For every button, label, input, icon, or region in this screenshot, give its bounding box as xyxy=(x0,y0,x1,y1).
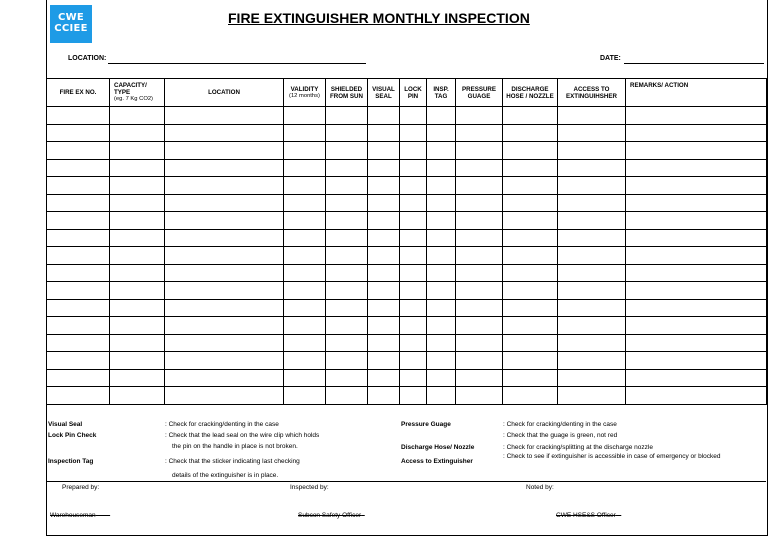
table-row xyxy=(47,124,767,142)
table-cell[interactable] xyxy=(368,194,400,212)
table-cell[interactable] xyxy=(503,159,558,177)
table-cell[interactable] xyxy=(165,177,284,195)
table-cell[interactable] xyxy=(558,317,626,335)
logo-line-1: CWE xyxy=(57,12,85,23)
table-cell[interactable] xyxy=(368,107,400,125)
table-cell[interactable] xyxy=(427,229,456,247)
table-cell[interactable] xyxy=(284,177,326,195)
table-cell[interactable] xyxy=(326,247,368,265)
table-cell[interactable] xyxy=(368,142,400,160)
table-cell[interactable] xyxy=(110,387,165,405)
table-cell[interactable] xyxy=(284,282,326,300)
table-cell[interactable] xyxy=(626,212,767,230)
table-cell[interactable] xyxy=(400,177,427,195)
table-cell[interactable] xyxy=(427,107,456,125)
table-cell[interactable] xyxy=(368,282,400,300)
table-cell[interactable] xyxy=(626,282,767,300)
date-field[interactable] xyxy=(624,63,764,64)
prepared-by-label: Prepared by: xyxy=(62,484,100,491)
table-cell[interactable] xyxy=(626,299,767,317)
column-header xyxy=(165,79,284,107)
column-header-label: REMARKS/ ACTION xyxy=(630,82,689,89)
table-cell[interactable] xyxy=(165,387,284,405)
table-cell[interactable] xyxy=(503,282,558,300)
warehouseman-label: Warehouseman xyxy=(50,512,96,519)
table-cell[interactable] xyxy=(284,247,326,265)
table-cell[interactable] xyxy=(503,142,558,160)
table-cell[interactable] xyxy=(558,334,626,352)
column-header xyxy=(368,79,400,107)
table-cell[interactable] xyxy=(47,264,110,282)
table-cell[interactable] xyxy=(110,247,165,265)
warehouseman-signature[interactable] xyxy=(50,512,110,519)
table-cell[interactable] xyxy=(456,124,503,142)
table-cell[interactable] xyxy=(326,387,368,405)
table-cell[interactable] xyxy=(626,387,767,405)
table-cell[interactable] xyxy=(503,107,558,125)
table-cell[interactable] xyxy=(165,212,284,230)
table-cell[interactable] xyxy=(47,282,110,300)
table-cell[interactable] xyxy=(626,264,767,282)
column-header xyxy=(284,79,326,107)
column-header xyxy=(558,79,626,107)
table-cell[interactable] xyxy=(47,229,110,247)
table-cell[interactable] xyxy=(165,107,284,125)
table-body xyxy=(47,107,767,405)
hse-signature[interactable] xyxy=(556,512,621,519)
table-cell[interactable] xyxy=(326,264,368,282)
table-cell[interactable] xyxy=(284,107,326,125)
table-cell[interactable] xyxy=(456,247,503,265)
table-cell[interactable] xyxy=(47,387,110,405)
insp-tag-label: Inspection Tag xyxy=(48,458,94,465)
table-cell[interactable] xyxy=(626,107,767,125)
table-row xyxy=(47,299,767,317)
table-cell[interactable] xyxy=(326,299,368,317)
noted-by-label: Noted by: xyxy=(526,484,554,491)
table-cell[interactable] xyxy=(427,317,456,335)
table-cell[interactable] xyxy=(400,299,427,317)
table-cell[interactable] xyxy=(326,282,368,300)
table-cell[interactable] xyxy=(47,142,110,160)
table-cell[interactable] xyxy=(456,282,503,300)
table-cell[interactable] xyxy=(456,159,503,177)
table-cell[interactable] xyxy=(456,177,503,195)
table-cell[interactable] xyxy=(427,352,456,370)
lock-pin-label: Lock Pin Check xyxy=(48,432,97,439)
table-cell[interactable] xyxy=(47,177,110,195)
table-cell[interactable] xyxy=(165,264,284,282)
table-cell[interactable] xyxy=(558,142,626,160)
table-cell[interactable] xyxy=(503,299,558,317)
table-cell[interactable] xyxy=(427,282,456,300)
table-cell[interactable] xyxy=(626,317,767,335)
table-cell[interactable] xyxy=(110,334,165,352)
table-cell[interactable] xyxy=(427,177,456,195)
visual-seal-label: Visual Seal xyxy=(48,421,83,428)
location-label: LOCATION: xyxy=(68,55,107,62)
table-row xyxy=(47,194,767,212)
table-cell[interactable] xyxy=(503,352,558,370)
table-cell[interactable] xyxy=(284,352,326,370)
table-cell[interactable] xyxy=(427,247,456,265)
table-cell[interactable] xyxy=(456,369,503,387)
table-cell[interactable] xyxy=(400,107,427,125)
table-cell[interactable] xyxy=(626,334,767,352)
column-header-label: VALIDITY xyxy=(290,85,319,93)
table-cell[interactable] xyxy=(456,107,503,125)
company-logo xyxy=(50,5,92,43)
table-cell[interactable] xyxy=(110,212,165,230)
table-row xyxy=(47,177,767,195)
table-cell[interactable] xyxy=(284,369,326,387)
table-cell[interactable] xyxy=(110,107,165,125)
table-cell[interactable] xyxy=(368,247,400,265)
table-row xyxy=(47,107,767,125)
table-cell[interactable] xyxy=(47,369,110,387)
table-cell[interactable] xyxy=(368,334,400,352)
table-cell[interactable] xyxy=(326,177,368,195)
table-cell[interactable] xyxy=(558,387,626,405)
table-cell[interactable] xyxy=(558,299,626,317)
table-cell[interactable] xyxy=(427,124,456,142)
logo-line-2: CCIEE xyxy=(54,23,88,34)
table-cell[interactable] xyxy=(558,247,626,265)
table-cell[interactable] xyxy=(368,299,400,317)
table-cell[interactable] xyxy=(427,264,456,282)
table-cell[interactable] xyxy=(456,142,503,160)
pressure-label: Pressure Guage xyxy=(401,421,451,428)
table-cell[interactable] xyxy=(427,369,456,387)
table-cell[interactable] xyxy=(110,177,165,195)
table-cell[interactable] xyxy=(284,142,326,160)
table-cell[interactable] xyxy=(110,194,165,212)
table-cell[interactable] xyxy=(284,317,326,335)
table-cell[interactable] xyxy=(400,264,427,282)
table-row xyxy=(47,159,767,177)
table-row xyxy=(47,317,767,335)
lock-pin-text: : Check that the lead seal on the wire clip which holds xyxy=(165,432,320,439)
table-cell[interactable] xyxy=(427,159,456,177)
table-cell[interactable] xyxy=(558,159,626,177)
table-cell[interactable] xyxy=(400,229,427,247)
table-cell[interactable] xyxy=(368,229,400,247)
table-cell[interactable] xyxy=(47,334,110,352)
table-cell[interactable] xyxy=(626,247,767,265)
table-cell[interactable] xyxy=(558,229,626,247)
table-cell[interactable] xyxy=(503,334,558,352)
table-cell[interactable] xyxy=(456,334,503,352)
table-cell[interactable] xyxy=(47,317,110,335)
table-cell[interactable] xyxy=(427,142,456,160)
table-cell[interactable] xyxy=(326,369,368,387)
table-cell[interactable] xyxy=(110,369,165,387)
table-cell[interactable] xyxy=(400,369,427,387)
table-cell[interactable] xyxy=(558,369,626,387)
table-cell[interactable] xyxy=(47,299,110,317)
date-label: DATE: xyxy=(600,55,621,62)
table-cell[interactable] xyxy=(326,124,368,142)
table-cell[interactable] xyxy=(400,352,427,370)
table-cell[interactable] xyxy=(558,352,626,370)
table-cell[interactable] xyxy=(503,264,558,282)
column-header-label: SHIELDED FROM SUN xyxy=(330,85,363,100)
column-header-note: (12 months) xyxy=(289,92,320,99)
table-cell[interactable] xyxy=(47,124,110,142)
table-cell[interactable] xyxy=(400,387,427,405)
table-cell[interactable] xyxy=(326,334,368,352)
table-cell[interactable] xyxy=(503,229,558,247)
table-cell[interactable] xyxy=(503,177,558,195)
table-cell[interactable] xyxy=(368,387,400,405)
table-cell[interactable] xyxy=(326,194,368,212)
table-cell[interactable] xyxy=(626,369,767,387)
location-field[interactable] xyxy=(108,63,366,64)
table-cell[interactable] xyxy=(558,264,626,282)
table-cell[interactable] xyxy=(284,229,326,247)
column-header-label: INSP. TAG xyxy=(433,85,449,100)
column-header xyxy=(503,79,558,107)
discharge-text: : Check for cracking/splitting at the discharge nozzle xyxy=(503,444,653,451)
table-cell[interactable] xyxy=(456,317,503,335)
insp-tag-text-2: details of the extinguisher is in place. xyxy=(172,472,279,479)
table-cell[interactable] xyxy=(626,352,767,370)
table-cell[interactable] xyxy=(165,247,284,265)
table-cell[interactable] xyxy=(284,264,326,282)
inspection-table xyxy=(46,78,767,405)
table-cell[interactable] xyxy=(427,299,456,317)
table-row xyxy=(47,282,767,300)
table-cell[interactable] xyxy=(558,194,626,212)
column-header-label: PRESSURE GUAGE xyxy=(461,85,497,100)
table-cell[interactable] xyxy=(284,159,326,177)
table-row xyxy=(47,247,767,265)
table-cell[interactable] xyxy=(503,247,558,265)
table-cell[interactable] xyxy=(626,159,767,177)
table-row xyxy=(47,212,767,230)
table-cell[interactable] xyxy=(368,369,400,387)
table-cell[interactable] xyxy=(427,387,456,405)
table-cell[interactable] xyxy=(110,159,165,177)
table-cell[interactable] xyxy=(165,352,284,370)
table-row xyxy=(47,334,767,352)
column-header-label: LOCATION xyxy=(208,89,240,96)
table-cell[interactable] xyxy=(165,334,284,352)
table-cell[interactable] xyxy=(165,282,284,300)
column-header xyxy=(326,79,368,107)
table-cell[interactable] xyxy=(165,194,284,212)
table-cell[interactable] xyxy=(110,282,165,300)
column-header-label: DISCHARGE HOSE / NOZZLE xyxy=(506,85,554,100)
access-text: : Check to see if extinguisher is accessible in case of emergency or blocked xyxy=(503,453,721,460)
table-header-row xyxy=(47,79,767,107)
table-cell[interactable] xyxy=(456,229,503,247)
table-cell[interactable] xyxy=(503,387,558,405)
table-cell[interactable] xyxy=(165,369,284,387)
table-cell[interactable] xyxy=(284,124,326,142)
table-cell[interactable] xyxy=(284,299,326,317)
hse-label: CWE HSE&S Officer xyxy=(556,512,616,519)
table-cell[interactable] xyxy=(626,194,767,212)
table-cell[interactable] xyxy=(400,282,427,300)
table-cell[interactable] xyxy=(284,194,326,212)
table-cell[interactable] xyxy=(368,124,400,142)
table-cell[interactable] xyxy=(284,334,326,352)
table-row xyxy=(47,229,767,247)
table-cell[interactable] xyxy=(368,159,400,177)
table-cell[interactable] xyxy=(284,212,326,230)
table-cell[interactable] xyxy=(503,369,558,387)
table-cell[interactable] xyxy=(626,177,767,195)
column-header xyxy=(47,79,110,107)
table-cell[interactable] xyxy=(368,264,400,282)
table-cell[interactable] xyxy=(326,229,368,247)
lock-pin-text-2: the pin on the handle in place is not broken. xyxy=(172,443,298,450)
table-cell[interactable] xyxy=(456,387,503,405)
insp-tag-text: : Check that the sticker indicating last checking xyxy=(165,458,300,465)
column-header-note: (eg. 7 Kg CO2) xyxy=(114,96,153,102)
table-cell[interactable] xyxy=(110,264,165,282)
table-cell[interactable] xyxy=(165,317,284,335)
column-header xyxy=(400,79,427,107)
table-cell[interactable] xyxy=(110,124,165,142)
table-cell[interactable] xyxy=(427,334,456,352)
table-cell[interactable] xyxy=(400,247,427,265)
table-cell[interactable] xyxy=(47,159,110,177)
table-row xyxy=(47,387,767,405)
column-header-label: CAPACITY/ TYPE xyxy=(114,82,147,96)
table-cell[interactable] xyxy=(503,212,558,230)
table-row xyxy=(47,352,767,370)
table-cell[interactable] xyxy=(503,317,558,335)
table-cell[interactable] xyxy=(400,317,427,335)
table-cell[interactable] xyxy=(368,212,400,230)
form-title: FIRE EXTINGUISHER MONTHLY INSPECTION xyxy=(228,10,530,26)
discharge-label: Discharge Hose/ Nozzle xyxy=(401,444,475,451)
table-cell[interactable] xyxy=(456,352,503,370)
table-cell[interactable] xyxy=(368,352,400,370)
table-cell[interactable] xyxy=(110,229,165,247)
table-cell[interactable] xyxy=(400,334,427,352)
table-cell[interactable] xyxy=(456,299,503,317)
table-cell[interactable] xyxy=(427,194,456,212)
table-cell[interactable] xyxy=(400,124,427,142)
table-cell[interactable] xyxy=(558,124,626,142)
table-cell[interactable] xyxy=(110,299,165,317)
table-cell[interactable] xyxy=(558,107,626,125)
table-cell[interactable] xyxy=(47,194,110,212)
table-cell[interactable] xyxy=(626,229,767,247)
table-cell[interactable] xyxy=(47,352,110,370)
table-cell[interactable] xyxy=(326,212,368,230)
table-cell[interactable] xyxy=(326,159,368,177)
signature-divider xyxy=(46,481,766,482)
table-cell[interactable] xyxy=(400,159,427,177)
table-cell[interactable] xyxy=(400,142,427,160)
table-cell[interactable] xyxy=(47,107,110,125)
table-cell[interactable] xyxy=(368,177,400,195)
visual-seal-text: : Check for cracking/denting in the case xyxy=(165,421,279,428)
table-cell[interactable] xyxy=(456,212,503,230)
table-cell[interactable] xyxy=(503,194,558,212)
table-cell[interactable] xyxy=(110,352,165,370)
column-header xyxy=(110,79,165,107)
table-cell[interactable] xyxy=(326,352,368,370)
table-cell[interactable] xyxy=(456,264,503,282)
table-cell[interactable] xyxy=(165,229,284,247)
pressure-text: : Check for cracking/denting in the case xyxy=(503,421,617,428)
table-cell[interactable] xyxy=(558,212,626,230)
table-cell[interactable] xyxy=(626,124,767,142)
table-row xyxy=(47,369,767,387)
table-cell[interactable] xyxy=(165,299,284,317)
table-cell[interactable] xyxy=(165,124,284,142)
column-header xyxy=(427,79,456,107)
table-cell[interactable] xyxy=(165,142,284,160)
column-header-label: LOCK PIN xyxy=(404,85,422,100)
table-cell[interactable] xyxy=(558,282,626,300)
table-cell[interactable] xyxy=(503,124,558,142)
table-cell[interactable] xyxy=(456,194,503,212)
table-cell[interactable] xyxy=(400,194,427,212)
column-header-label: FIRE EX NO. xyxy=(59,89,97,96)
subcon-signature[interactable] xyxy=(298,512,365,519)
table-cell[interactable] xyxy=(368,317,400,335)
table-cell[interactable] xyxy=(165,159,284,177)
column-header xyxy=(456,79,503,107)
table-cell[interactable] xyxy=(326,107,368,125)
subcon-label: Subcon Safety Officer xyxy=(298,512,362,519)
column-header-label: ACCESS TO EXTINGUIHSHER xyxy=(566,85,617,100)
table-cell[interactable] xyxy=(326,142,368,160)
table-cell[interactable] xyxy=(427,212,456,230)
table-cell[interactable] xyxy=(47,212,110,230)
column-header-label: VISUAL SEAL xyxy=(372,85,395,100)
table-cell[interactable] xyxy=(110,142,165,160)
pressure-text-2: : Check that the guage is green, not red xyxy=(503,432,618,439)
column-header xyxy=(626,79,767,107)
table-row xyxy=(47,142,767,160)
table-row xyxy=(47,264,767,282)
table-cell[interactable] xyxy=(558,177,626,195)
table-cell[interactable] xyxy=(326,317,368,335)
access-label: Access to Extinguisher xyxy=(401,458,473,465)
table-cell[interactable] xyxy=(626,142,767,160)
table-cell[interactable] xyxy=(110,317,165,335)
table-cell[interactable] xyxy=(400,212,427,230)
inspected-by-label: Inspected by: xyxy=(290,484,329,491)
table-cell[interactable] xyxy=(47,247,110,265)
table-cell[interactable] xyxy=(284,387,326,405)
